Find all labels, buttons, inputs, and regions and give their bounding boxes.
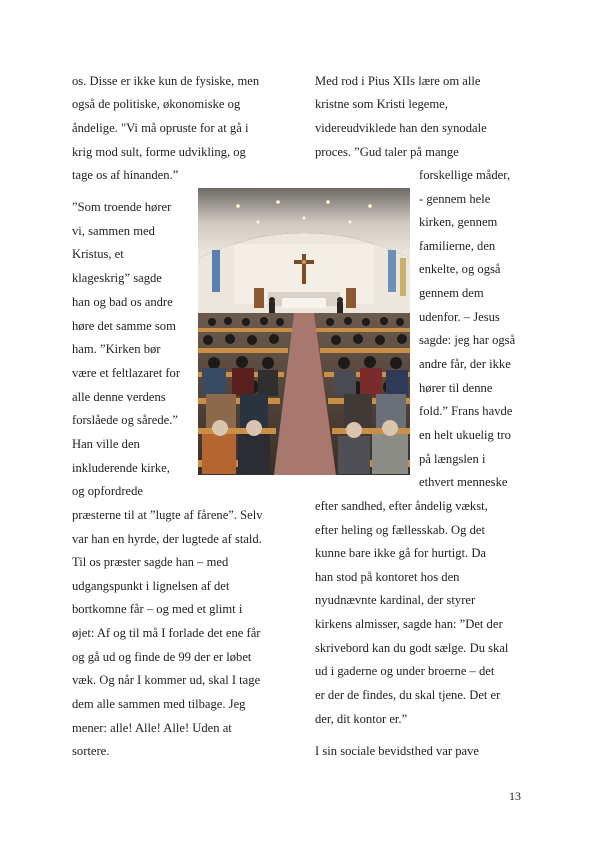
text-line: kristne som Kristi legeme,: [315, 97, 448, 111]
text-line: er der de findes, du skal tjene. Det er: [315, 688, 501, 702]
text-line: væk. Og når I kommer ud, skal I tage: [72, 673, 261, 687]
text-line: præsterne til at ”lugte af fårene”. Selv: [72, 508, 263, 522]
text-line: efter heling og fællesskab. Og det: [315, 523, 485, 537]
text-line: Med rod i Pius XIIs lære om alle: [315, 74, 481, 88]
text-line: I sin sociale bevidsthed var pave: [315, 744, 480, 758]
text-line: inkluderende kirke,: [72, 461, 170, 475]
text-line: og opfordrede: [72, 484, 143, 498]
text-line: bortkomne får – og med et glimt i: [72, 602, 243, 616]
text-line: og gå ud og finde de 99 der er løbet: [72, 650, 252, 664]
text-line: hører til denne: [419, 381, 493, 395]
text-line: vi, sammen med: [72, 224, 155, 238]
text-line: gennem dem: [419, 286, 484, 300]
text-line: åndelige. "Vi må opruste for at gå i: [72, 121, 249, 135]
text-line: høre det samme som: [72, 319, 176, 333]
text-line: proces. ”Gud taler på mange: [315, 145, 459, 159]
page-number: 13: [509, 789, 521, 803]
text-line: forskellige måder,: [419, 168, 511, 182]
text-line: der, dit kontor er.”: [315, 712, 408, 726]
church-interior-photo: [198, 188, 410, 475]
text-line: forslåede og sårede.”: [72, 413, 178, 427]
text-line: kunne bare ikke gå for hurtigt. Da: [315, 546, 487, 560]
text-line: Til os præster sagde han – med: [72, 555, 229, 569]
text-line: sortere.: [72, 744, 110, 758]
text-line: ud i gaderne og under broerne – det: [315, 664, 495, 678]
text-line: ham. ”Kirken bør: [72, 342, 161, 356]
text-line: ethvert menneske: [419, 475, 508, 489]
text-line: tage os af hinanden.”: [72, 168, 179, 182]
text-line: kirkens almisser, sagde han: ”Det der: [315, 617, 503, 631]
text-line: udenfor. – Jesus: [419, 310, 500, 324]
text-line: dem alle sammen med tilbage. Jeg: [72, 697, 246, 711]
text-line: enkelte, og også: [419, 262, 501, 276]
text-line: alle denne verdens: [72, 390, 166, 404]
text-line: være et feltlazaret for: [72, 366, 181, 380]
text-line: Kristus, et: [72, 247, 124, 261]
text-line: var han en hyrde, der lugtede af stald.: [72, 532, 262, 546]
text-line: udgangspunkt i lignelsen af det: [72, 579, 230, 593]
text-line: andre får, der ikke: [419, 357, 511, 371]
text-line: os. Disse er ikke kun de fysiske, men: [72, 74, 260, 88]
text-line: ”Som troende hører: [72, 200, 172, 214]
text-line: klageskrig” sagde: [72, 271, 162, 285]
text-line: øjet: Af og til må I forlade det ene får: [72, 626, 261, 640]
text-line: familierne, den: [419, 239, 496, 253]
text-line: sagde: jeg har også: [419, 333, 516, 347]
text-line: han og bad os andre: [72, 295, 173, 309]
text-line: Han ville den: [72, 437, 140, 451]
text-line: fold.” Frans havde: [419, 404, 513, 418]
text-line: mener: alle! Alle! Alle! Uden at: [72, 721, 232, 735]
text-line: også de politiske, økonomiske og: [72, 97, 241, 111]
text-line: kirken, gennem: [419, 215, 498, 229]
text-line: efter sandhed, efter åndelig vækst,: [315, 499, 488, 513]
text-line: en helt ukuelig tro: [419, 428, 511, 442]
text-line: på længslen i: [419, 452, 486, 466]
text-line: - gennem hele: [419, 192, 491, 206]
text-line: videreudviklede han den synodale: [315, 121, 487, 135]
text-line: nyudnævnte kardinal, der styrer: [315, 593, 476, 607]
text-line: han stod på kontoret hos den: [315, 570, 460, 584]
text-line: krig mod sult, forme udvikling, og: [72, 145, 246, 159]
text-line: skrivebord kan du godt sælge. Du skal: [315, 641, 509, 655]
